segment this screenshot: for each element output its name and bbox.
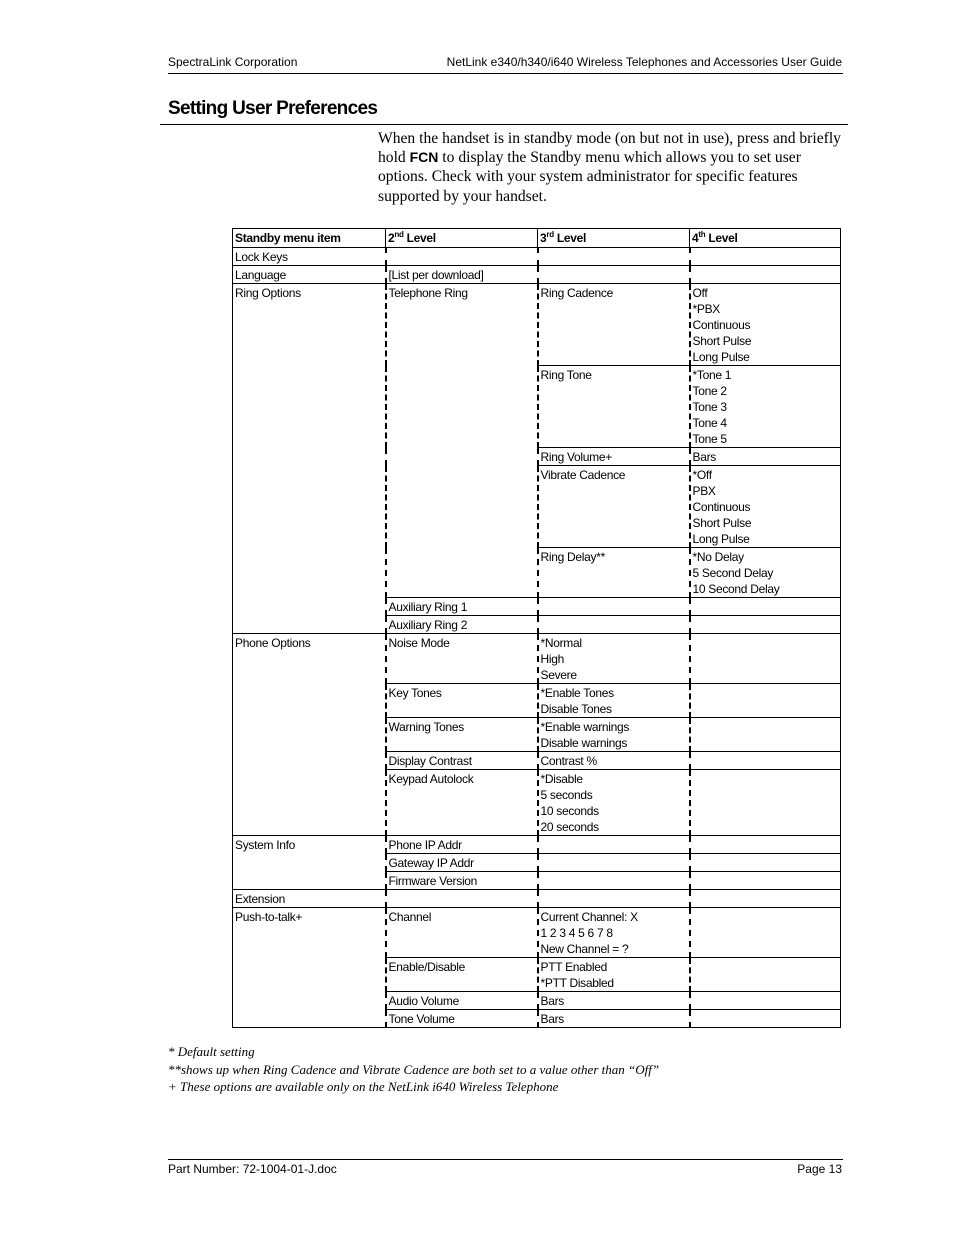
cell-ring-cadence: Ring Cadence [538, 284, 690, 366]
cell-tone-volume-value: Bars [538, 1010, 690, 1028]
cell-channel-values: Current Channel: X 1 2 3 4 5 6 7 8 New Channel = ? [538, 908, 690, 958]
footer-part-number: Part Number: 72-1004-01-J.doc [168, 1162, 337, 1176]
header-guide-title: NetLink e340/h340/i640 Wireless Telephones and Accessories User Guide [446, 55, 842, 69]
cell-enable-disable-values: PTT Enabled *PTT Disabled [538, 958, 690, 992]
cell-keypad-autolock: Keypad Autolock [386, 770, 538, 836]
cell-noise-mode: Noise Mode [386, 634, 538, 684]
cell-channel: Channel [386, 908, 538, 958]
cell-firmware-version: Firmware Version [386, 872, 538, 890]
cell-display-contrast: Display Contrast [386, 752, 538, 770]
cell-key-tones-values: *Enable Tones Disable Tones [538, 684, 690, 718]
cell-extension: Extension [233, 890, 386, 908]
footnote-default-setting: * Default setting [168, 1044, 255, 1059]
cell-phone-ip: Phone IP Addr [386, 836, 538, 854]
title-rule [160, 124, 848, 125]
cell-vibrate-cadence-values: *Off PBX Continuous Short Pulse Long Pulse [690, 466, 841, 548]
cell-push-to-talk: Push-to-talk+ [233, 908, 386, 1028]
page-footer [168, 1162, 842, 1176]
cell-gateway-ip: Gateway IP Addr [386, 854, 538, 872]
table-row-channel [233, 908, 841, 958]
table-footnotes [168, 1043, 659, 1096]
footer-page-number: Page 13 [797, 1162, 842, 1176]
table-row-lock-keys [233, 248, 841, 266]
cell-key-tones: Key Tones [386, 684, 538, 718]
table-row-noise-mode [233, 634, 841, 684]
cell-system-info: System Info [233, 836, 386, 890]
table-row-ring-cadence [233, 284, 841, 366]
cell-phone-options: Phone Options [233, 634, 386, 836]
cell-enable-disable: Enable/Disable [386, 958, 538, 992]
table-row-phone-ip [233, 836, 841, 854]
cell-ring-delay: Ring Delay** [538, 548, 690, 598]
cell-language-list: [List per download] [386, 266, 538, 284]
cell-ring-volume-value: Bars [690, 448, 841, 466]
cell-noise-mode-values: *Normal High Severe [538, 634, 690, 684]
footnote-ring-delay: **shows up when Ring Cadence and Vibrate Cadence are both set to a value other than “Off” [168, 1061, 660, 1077]
cell-ring-cadence-values: Off *PBX Continuous Short Pulse Long Pulse [690, 284, 841, 366]
footnote-i640-only: + These options are available only on the NetLink i640 Wireless Telephone [168, 1079, 559, 1094]
cell-telephone-ring: Telephone Ring [386, 284, 538, 598]
standby-menu-table [232, 228, 841, 1028]
cell-vibrate-cadence: Vibrate Cadence [538, 466, 690, 548]
cell-warning-tones-values: *Enable warnings Disable warnings [538, 718, 690, 752]
cell-keypad-autolock-values: *Disable 5 seconds 10 seconds 20 seconds [538, 770, 690, 836]
table-row-language [233, 266, 841, 284]
intro-paragraph: When the handset is in standby mode (on but not in use), press and briefly hold FCN to display the Standby menu which allows you to set user options. Check with your system administrator for specific features supported by your handset. [378, 130, 841, 205]
fcn-key-label: FCN [409, 149, 439, 166]
header-standby-menu-item: Standby menu item [233, 229, 386, 248]
cell-ring-options: Ring Options [233, 284, 386, 634]
section-title: Setting User Preferences [168, 98, 378, 119]
table-row-extension [233, 890, 841, 908]
cell-ring-tone-values: *Tone 1 Tone 2 Tone 3 Tone 4 Tone 5 [690, 366, 841, 448]
cell-display-contrast-value: Contrast % [538, 752, 690, 770]
cell-aux-ring-2: Auxiliary Ring 2 [386, 616, 538, 634]
cell-audio-volume: Audio Volume [386, 992, 538, 1010]
table-header-row [233, 229, 841, 248]
cell-audio-volume-value: Bars [538, 992, 690, 1010]
header-rule [168, 73, 843, 74]
header-company: SpectraLink Corporation [168, 55, 298, 69]
cell-lock-keys: Lock Keys [233, 248, 386, 266]
cell-ring-tone: Ring Tone [538, 366, 690, 448]
footer-rule [168, 1159, 843, 1160]
cell-aux-ring-1: Auxiliary Ring 1 [386, 598, 538, 616]
header-3rd-level: 3rd Level [538, 229, 690, 248]
page-header [168, 55, 842, 69]
cell-ring-volume: Ring Volume+ [538, 448, 690, 466]
cell-warning-tones: Warning Tones [386, 718, 538, 752]
header-4th-level: 4th Level [690, 229, 841, 248]
cell-ring-delay-values: *No Delay 5 Second Delay 10 Second Delay [690, 548, 841, 598]
cell-language: Language [233, 266, 386, 284]
cell-tone-volume: Tone Volume [386, 1010, 538, 1028]
header-2nd-level: 2nd Level [386, 229, 538, 248]
